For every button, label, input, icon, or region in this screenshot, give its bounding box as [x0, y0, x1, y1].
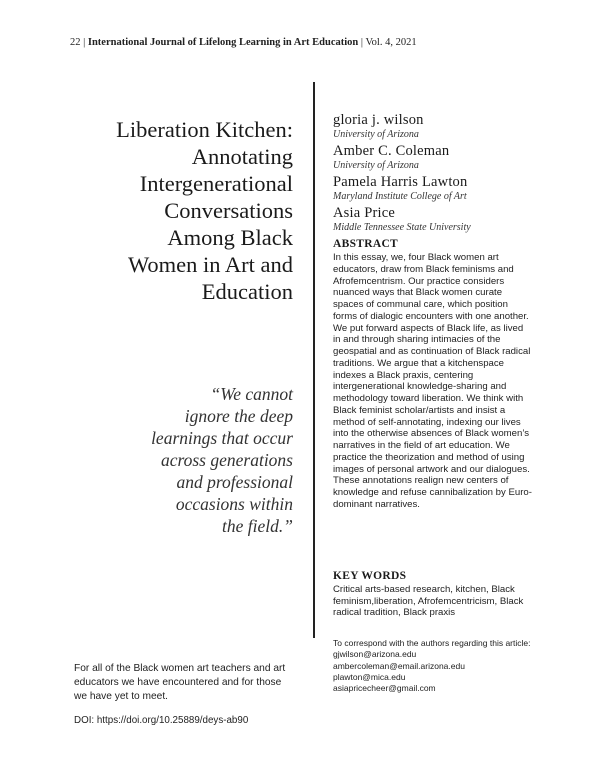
author-name: gloria j. wilson	[333, 112, 424, 128]
author-affiliation: Maryland Institute College of Art	[333, 191, 467, 202]
quote-line: learnings that occur	[151, 428, 293, 448]
article-title	[53, 116, 293, 305]
quote-line: and professional	[176, 472, 293, 492]
column-divider	[313, 82, 315, 638]
correspondence-block	[333, 638, 543, 694]
title-line: Among Black	[167, 225, 293, 250]
author-name: Asia Price	[333, 205, 395, 221]
abstract-heading: ABSTRACT	[333, 238, 399, 250]
title-line: Intergenerational	[139, 171, 293, 196]
title-line: Education	[201, 279, 293, 304]
journal-name: International Journal of Lifelong Learning in Art Education	[87, 37, 359, 48]
email-link[interactable]: asiapricecheer@gmail.com	[333, 683, 436, 694]
author-name: Pamela Harris Lawton	[333, 174, 468, 190]
quote-line: “We cannot	[210, 384, 293, 404]
title-line: Women in Art and	[127, 252, 293, 277]
author-affiliation: University of Arizona	[333, 129, 419, 140]
running-header	[70, 37, 417, 48]
correspondence-intro: To correspond with the authors regarding this article:	[333, 638, 531, 648]
title-line: Conversations	[164, 198, 293, 223]
quote-line: occasions within	[175, 494, 293, 514]
quote-line: ignore the deep	[184, 406, 293, 426]
title-line: Liberation Kitchen:	[116, 117, 293, 142]
page-number: 22	[70, 37, 81, 48]
pull-quote	[53, 383, 293, 537]
email-link[interactable]: gjwilson@arizona.edu	[333, 649, 417, 660]
header-separator: |	[358, 37, 366, 48]
author-affiliation: University of Arizona	[333, 160, 419, 171]
header-separator: |	[80, 37, 88, 48]
author-list	[333, 112, 563, 236]
quote-line: across generations	[160, 450, 293, 470]
keywords-body: Critical arts-based research, kitchen, Black feminism,liberation, Afrofemcentricism, Black radical tradition, Black praxis	[333, 584, 524, 619]
abstract-body: In this essay, we, four Black women art educators, draw from Black feminisms and Afrofemcentrism. Our practice considers nuanced ways that Black women curate spaces of communal care, which position forms of dialogic encounters with one another. We put forward aspects of Black life, as lived in and through sharing intimacies of the geospatial and as continuation of Black radical traditions. We argue that a kitchenspace indexes a Black praxis, centering intergenerational knowledge-sharing and methodology toward liberation. We think with Black feminist scholar/artists and insist a method of self-annotating, indexing our lives into the otherwise absences of Black women’s narratives in the field of art education. We practice the theorization and method of using images of personal artwork and our dialogues. These annotations realign new centers of knowledge and refuse cannibalization by Euro-dominant narratives.	[333, 252, 532, 510]
email-link[interactable]: plawton@mica.edu	[333, 671, 406, 682]
quote-line: the field.”	[222, 516, 293, 536]
title-line: Annotating	[191, 144, 293, 169]
dedication-text: For all of the Black women art teachers and art educators we have encountered and for those we have yet to meet.	[74, 663, 286, 702]
volume-info: Vol. 4, 2021	[365, 37, 417, 48]
doi-link[interactable]: DOI: https://doi.org/10.25889/deys-ab90	[74, 715, 249, 726]
author-name: Amber C. Coleman	[333, 143, 450, 159]
keywords-heading: KEY WORDS	[333, 570, 407, 582]
author-affiliation: Middle Tennessee State University	[333, 222, 471, 233]
email-link[interactable]: ambercoleman@email.arizona.edu	[333, 660, 465, 671]
